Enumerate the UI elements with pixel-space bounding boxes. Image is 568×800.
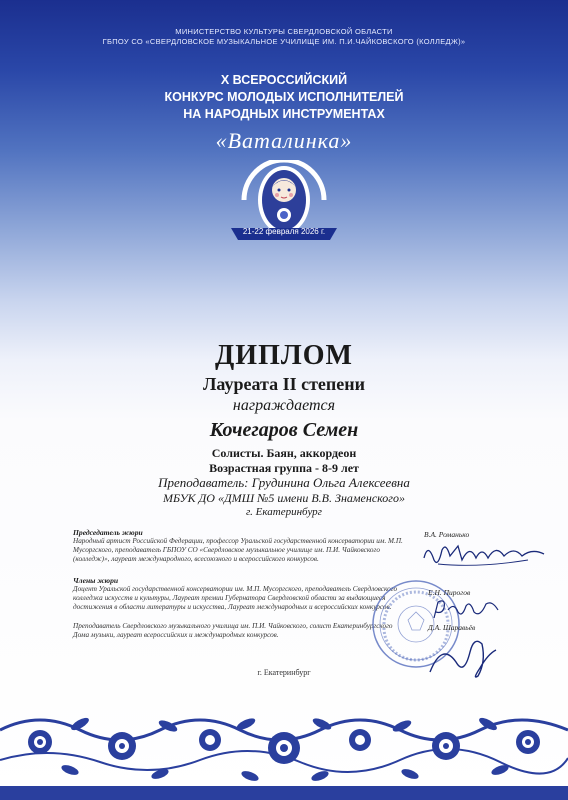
teacher-line: Преподаватель: Грудинина Ольга Алексеевна [158, 475, 410, 490]
nomination-category: Солисты. Баян, аккордеон [211, 446, 357, 460]
awarded-label: награждается [232, 397, 336, 414]
contest-title-line-2: КОНКУРС МОЛОДЫХ ИСПОЛНИТЕЛЕЙ [164, 90, 404, 104]
contest-brand-name: «Ваталинка» [215, 128, 353, 153]
signature-chair [418, 538, 550, 572]
jury-chair-heading: Председатель жюри [73, 528, 143, 537]
jury-members-heading: Члены жюри [73, 576, 119, 585]
diploma-title: ДИПЛОМ [215, 340, 353, 371]
ministry-line-1: МИНИСТЕРСТВО КУЛЬТУРЫ СВЕРДЛОВСКОЙ ОБЛАСТИ [175, 27, 393, 36]
jury-chair-text: Народный артист Российской Федерации, профессор Уральской государственной консерватории им. М.П. Мусоргского, преподаватель ГБПОУ СО «Свердловское музыкальное училище им. П.И. Чайковского (колледж)», лауреат международного, всесоюзного и всероссийского конкурсов. [73, 537, 403, 564]
age-group: Возрастная группа - 8-9 лет [209, 461, 359, 475]
school-line: МБУК ДО «ДМШ №5 имени В.В. Знаменского» [163, 491, 405, 505]
jury-member-2-text: Преподаватель Свердловского музыкального училища им. П.И. Чайковского, солист Екатеринбургского Дома музыки, лауреат всероссийских и международных конкурсов. [73, 622, 393, 640]
jury-member-1-text: Доцент Уральской государственной консерватории им. М.П. Мусоргского, преподаватель Свердловского колледжа искусств и культуры, Лауреат премии Губернатора Свердловской области за выдающиеся достижения в области литературы и искусства, Лауреат международных и всероссийских конкурсов. [73, 585, 398, 612]
signature-name-member-1: Е.Н. Пирогов [428, 588, 471, 597]
signature-name-member-2: Д.А. Шаравьёв [428, 623, 476, 632]
recipient-name: Кочегаров Семен [209, 419, 359, 441]
contest-title-line-1: Х ВСЕРОССИЙСКИЙ [220, 73, 348, 87]
logo-date: 21-22 февраля 2026 г. [242, 227, 326, 236]
recipient-city: г. Екатеринбург [246, 506, 322, 518]
signature-member-1 [428, 596, 508, 624]
gzhel-ornament-border [0, 690, 568, 800]
signature-name-chair: В.А. Романько [424, 530, 470, 539]
ministry-line-2: ГБПОУ СО «СВЕРДЛОВСКОЕ МУЗЫКАЛЬНОЕ УЧИЛИЩЕ ИМ. П.И.ЧАЙКОВСКОГО (КОЛЛЕДЖ)» [102, 37, 466, 46]
contest-title-line-3: НА НАРОДНЫХ ИНСТРУМЕНТАХ [183, 107, 385, 121]
footer-city: г. Екатеринбург [257, 668, 311, 677]
laureate-degree: Лауреата II степени [202, 374, 366, 394]
